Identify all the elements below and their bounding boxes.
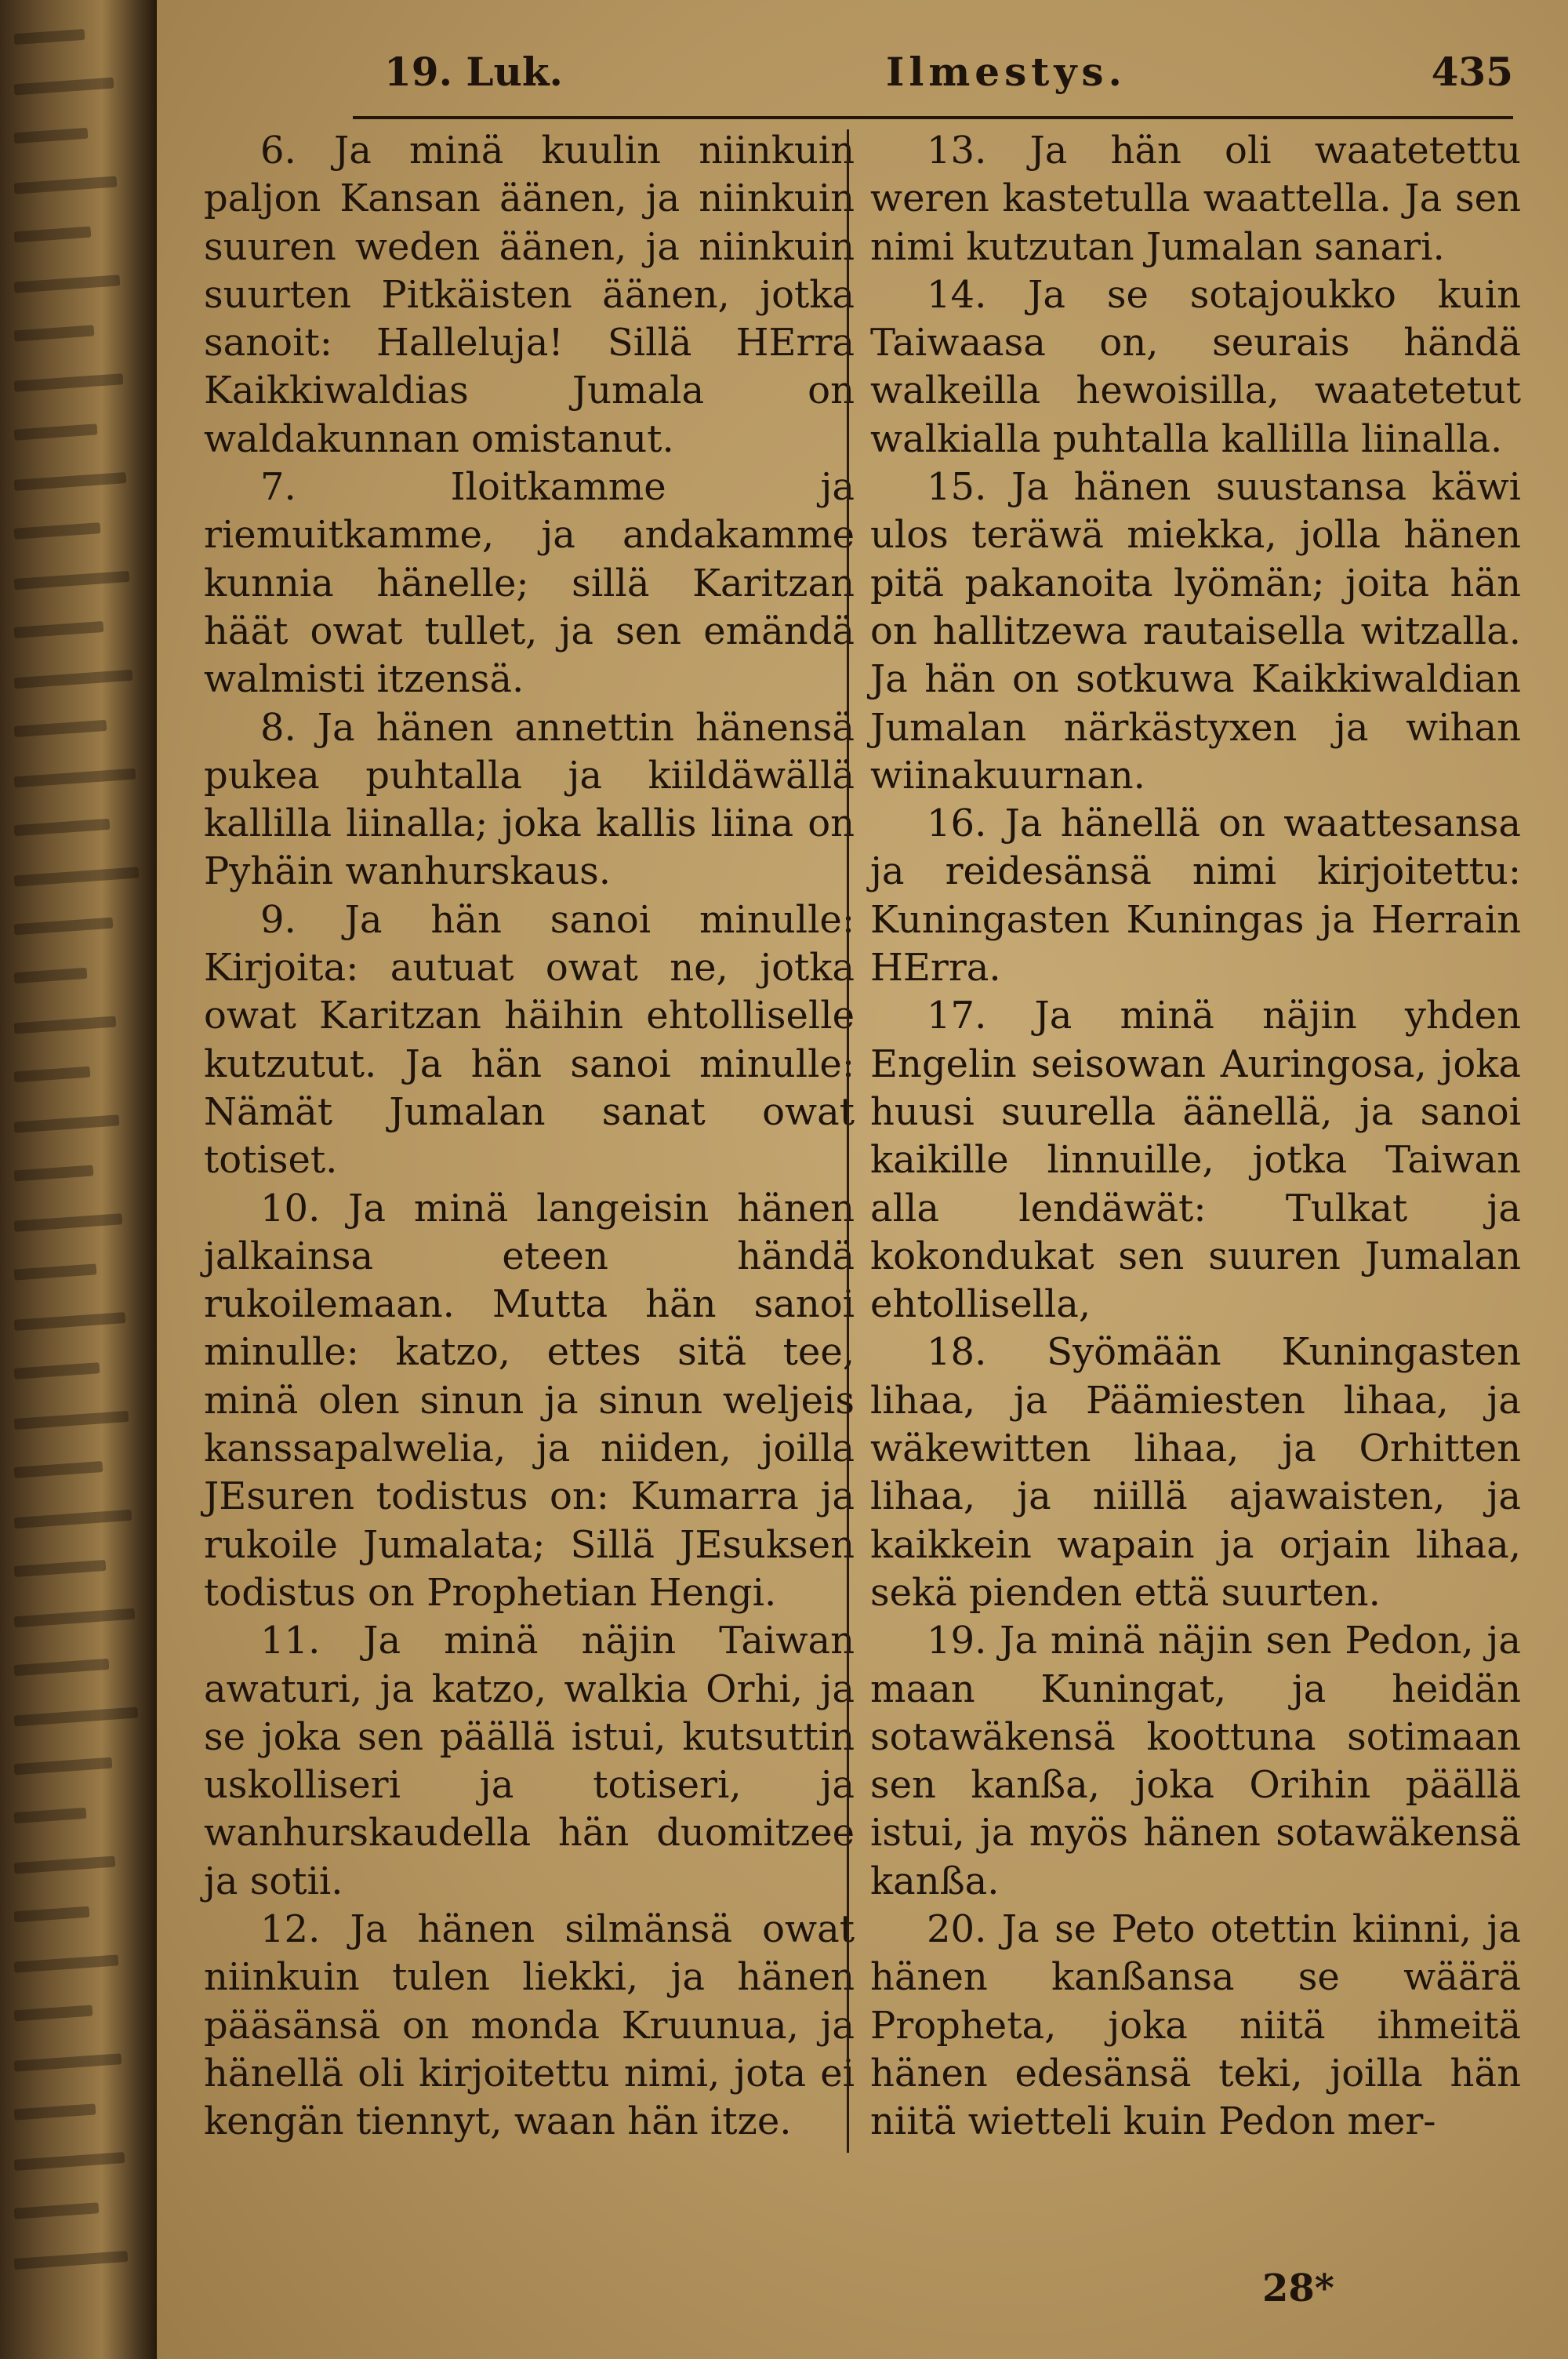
running-head-chapter: 19. Luk.: [384, 49, 563, 95]
facing-page-line: [14, 1560, 107, 1577]
facing-page-line: [14, 1757, 113, 1776]
facing-page-text-fragment: [6, 0, 147, 2359]
facing-page-line: [14, 1608, 136, 1628]
facing-page-line: [14, 78, 114, 96]
facing-page-line: [14, 373, 124, 392]
facing-page-line: [14, 1312, 126, 1331]
verse: 13. Ja hän oli waatetettu weren kastetulla waattella. Ja sen nimi kutzutan Jumalan sanari.: [870, 129, 1521, 269]
facing-page-line: [14, 1906, 90, 1923]
facing-page-line: [14, 522, 101, 540]
facing-page-line: [14, 176, 118, 194]
facing-page-line: [14, 29, 85, 45]
facing-page-line: [14, 472, 127, 491]
verse: 6. Ja minä kuulin niinkuin paljon Kansan äänen, ja niinkuin suuren weden äänen, ja niinkuin suurten Pitkäisten äänen, jotka sanoit: Halleluja! Sillä HErra Kaikkiwaldias Jumala on waldakunnan omistanut.: [204, 129, 855, 461]
facing-page-line: [14, 227, 92, 243]
verse: 20. Ja se Peto otettin kiinni, ja hänen kanßansa se wäärä Propheta, joka niitä ihmeitä hänen edesänsä teki, joilla hän niitä wietteli kuin Pedon mer-: [870, 1906, 1521, 2144]
verse: 17. Ja minä näjin yhden Engelin seisowan Auringosa, joka huusi suurella äänellä, ja sanoi kaikille linnuille, jotka Taiwan alla lendäwät: Tulkat ja kokondukat sen suuren Jumalan ehtollisella,: [870, 994, 1521, 1327]
facing-page-line: [14, 2251, 129, 2270]
verse: 18. Syömään Kuningasten lihaa, ja Päämiesten lihaa, ja wäkewitten lihaa, ja Orhitten lihaa, ja niillä ajawaisten, ja kaikkein wapain ja orjain lihaa, sekä pienden että suurten.: [870, 1330, 1521, 1615]
facing-page-line: [14, 1165, 94, 1181]
facing-page-line: [14, 1114, 120, 1132]
facing-page-line: [14, 1067, 91, 1083]
facing-page-line: [14, 1808, 87, 1823]
verse: 16. Ja hänellä on waattesansa ja reidesänsä nimi kirjoitettu: Kuningasten Kuningas ja Herrain HErra.: [870, 801, 1521, 990]
verse: 12. Ja hänen silmänsä owat niinkuin tulen liekki, ja hänen pääsänsä on monda Kruunua, ja hänellä oli kirjoitettu nimi, jota ei kengän tiennyt, waan hän itze.: [204, 1906, 855, 2144]
header-rule: [353, 116, 1513, 119]
verse: 9. Ja hän sanoi minulle: Kirjoita: autuat owat ne, jotka owat Karitzan häihin ehtolliselle kutzutut. Ja hän sanoi minulle: Nämät Jumalan sanat owat totiset.: [204, 897, 855, 1183]
facing-page-line: [14, 1954, 119, 1972]
facing-page-line: [14, 1856, 116, 1874]
verse: 7. Iloitkamme ja riemuitkamme, ja andakamme kunnia hänelle; sillä Karitzan häät owat tullet, ja sen emändä walmisti itzensä.: [204, 465, 855, 702]
printer-signature-mark: 28*: [1262, 2266, 1334, 2310]
facing-page-line: [14, 1263, 97, 1280]
verse: 11. Ja minä näjin Taiwan awaturi, ja katzo, walkia Orhi, ja se joka sen päällä istui, kutsuttin uskolliseri ja totiseri, ja wanhurskaudella hän duomitzee ja sotii.: [204, 1619, 855, 1903]
facing-page-line: [14, 819, 111, 836]
facing-page-line: [14, 2103, 96, 2120]
facing-page-line: [14, 2202, 100, 2219]
column-divider: [847, 129, 849, 2153]
facing-page-line: [14, 670, 133, 689]
facing-page-line: [14, 1461, 103, 1478]
facing-page-line: [14, 1411, 129, 1430]
facing-page-line: [14, 1707, 139, 1727]
facing-page-line: [14, 2005, 93, 2022]
verse: 8. Ja hänen annettin hänensä pukea puhtalla ja kiildäwällä kallilla liinalla; joka kallis liina on Pyhäin wanhurskaus.: [204, 705, 855, 894]
facing-page-line: [14, 2053, 122, 2072]
facing-page-line: [14, 274, 121, 293]
facing-page-line: [14, 769, 136, 788]
left-column: [204, 127, 855, 2146]
facing-page-line: [14, 2152, 125, 2171]
facing-page-line: [14, 128, 89, 144]
verse: 15. Ja hänen suustansa käwi ulos teräwä miekka, jolla hänen pitä pakanoita lyömän; joita hän on hallitzewa rautaisella witzalla. Ja hän on sotkuwa Kaikkiwaldian Jumalan närkästyxen ja wihan wiinakuurnan.: [870, 465, 1521, 798]
facing-page-line: [14, 621, 104, 638]
facing-page-line: [14, 1659, 110, 1676]
facing-page-line: [14, 325, 95, 341]
facing-page-line: [14, 1362, 100, 1379]
facing-page-line: [14, 1016, 117, 1034]
verse: 14. Ja se sotajoukko kuin Taiwaasa on, seurais händä walkeilla hewoisilla, waatetetut walkialla puhtalla kallilla liinalla.: [870, 272, 1521, 461]
right-column: [870, 127, 1521, 2146]
page-number: 435: [1431, 49, 1513, 95]
facing-page-line: [14, 918, 114, 936]
facing-page-line: [14, 423, 98, 440]
page-header: [384, 41, 1513, 115]
verse: 19. Ja minä näjin sen Pedon, ja maan Kuningat, ja heidän sotawäkensä koottuna sotimaan sen kanßa, joka Orihin päällä istui, ja myös hänen sotawäkensä kanßa.: [870, 1619, 1521, 1903]
verse: 10. Ja minä langeisin hänen jalkainsa eteen händä rukoilemaan. Mutta hän sanoi minulle: katzo, ettes sitä tee, minä olen sinun ja sinun weljeis kanssapalwelia, ja niiden, joilla JEsuren todistus on: Kumarra ja rukoile Jumalata; Sillä JEsuksen todistus on Prophetian Hengi.: [204, 1186, 855, 1615]
running-head-book: Ilmestys.: [886, 49, 1127, 95]
facing-page-line: [14, 1213, 123, 1232]
facing-page-line: [14, 968, 88, 983]
binding-gutter: [0, 0, 157, 2359]
facing-page-line: [14, 1510, 132, 1528]
facing-page-line: [14, 867, 140, 886]
facing-page-line: [14, 571, 130, 590]
book-page: [157, 0, 1568, 2359]
facing-page-line: [14, 720, 107, 737]
